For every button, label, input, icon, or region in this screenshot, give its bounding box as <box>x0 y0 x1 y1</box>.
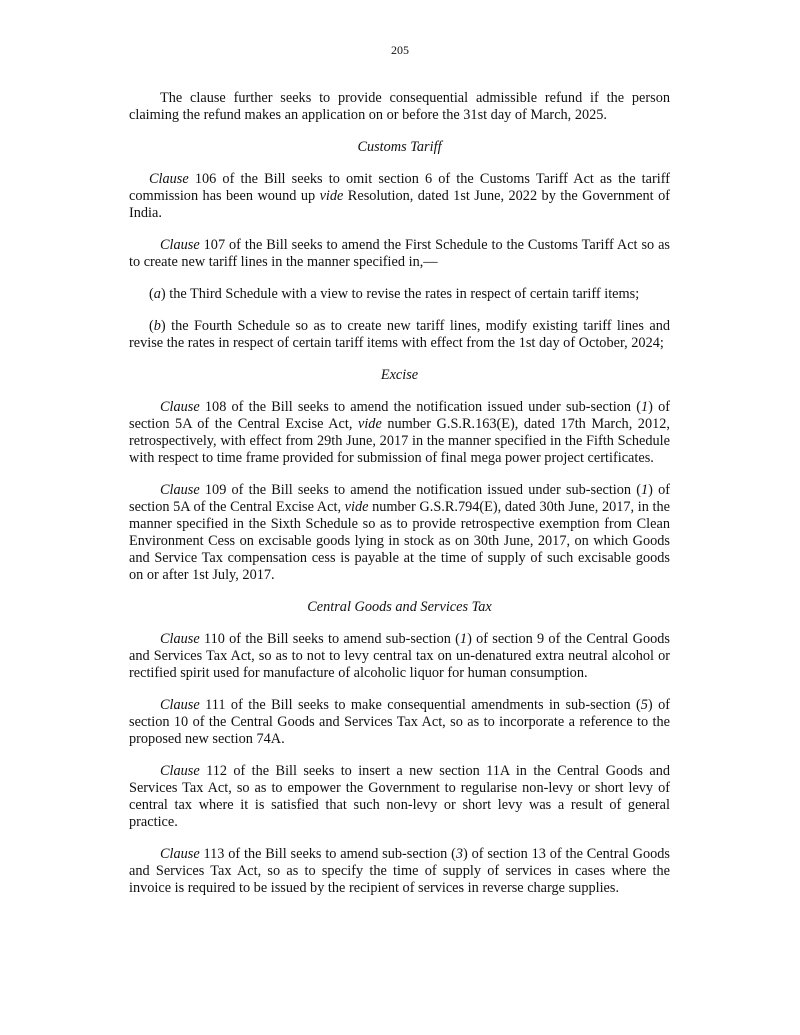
clause-label: Clause <box>160 399 200 415</box>
clause-label: Clause <box>160 631 200 647</box>
clause-112-paragraph: Clause 112 of the Bill seeks to insert a new section 11A in the Central Goods and Services Tax Act, so as to empower the Government to regularise non-levy or short levy of central tax where it is satisfied that such non-levy or short levy was a result of general practice. <box>129 763 670 830</box>
clause-label: Clause <box>160 482 200 498</box>
heading-excise: Excise <box>380 367 419 383</box>
heading-customs-tariff: Customs Tariff <box>357 139 442 155</box>
clause-label: Clause <box>160 237 200 253</box>
clause-label: Clause <box>149 171 189 187</box>
clause-label: Clause <box>160 846 200 862</box>
clause-113-paragraph: Clause 113 of the Bill seeks to amend sub-section (3) of section 13 of the Central Goods and Services Tax Act, so as to specify the time of supply of services in cases where the invoice is required to be issued by the recipient of services in reverse charge supplies. <box>129 846 670 896</box>
item-a-paragraph: (a) the Third Schedule with a view to revise the rates in respect of certain tariff items; <box>149 286 640 302</box>
clause-107-paragraph: Clause 107 of the Bill seeks to amend the First Schedule to the Customs Tariff Act so as to create new tariff lines in the manner specified in,— <box>129 237 670 270</box>
item-b-paragraph: (b) the Fourth Schedule so as to create new tariff lines, modify existing tariff lines and revise the rates in respect of certain tariff items with effect from the 1st day of October, 2024; <box>129 318 670 351</box>
clause-110-paragraph: Clause 110 of the Bill seeks to amend sub-section (1) of section 9 of the Central Goods and Services Tax Act, so as to not to levy central tax on un-denatured extra neutral alcohol or rectified spirit used for manufacture of alcoholic liquor for human consumption. <box>129 631 670 681</box>
clause-106-paragraph: Clause 106 of the Bill seeks to omit section 6 of the Customs Tariff Act as the tariff commission has been wound up vide Resolution, dated 1st June, 2022 by the Government of India. <box>129 171 670 221</box>
clause-111-paragraph: Clause 111 of the Bill seeks to make consequential amendments in sub-section (5) of section 10 of the Central Goods and Services Tax Act, so as to incorporate a reference to the proposed new section 74A. <box>129 697 671 747</box>
clause-label: Clause <box>160 697 200 713</box>
refund-paragraph: The clause further seeks to provide consequential admissible refund if the person claiming the refund makes an application on or before the 31st day of March, 2025. <box>129 90 670 123</box>
document-body <box>129 90 670 897</box>
clause-109-paragraph: Clause 109 of the Bill seeks to amend the notification issued under sub-section (1) of section 5A of the Central Excise Act, vide number G.S.R.794(E), dated 30th June, 2017, in the manner specified in the Sixth Schedule so as to provide retrospective exemption from Clean Environment Cess on excisable goods lying in stock as on 30th June, 2017, on which Goods and Service Tax compensation cess is payable at the time of supply of such excisable goods on or after 1st July, 2017. <box>129 482 671 583</box>
clause-label: Clause <box>160 763 200 779</box>
heading-central-gst: Central Goods and Services Tax <box>307 599 492 615</box>
page-number: 205 <box>391 43 409 57</box>
clause-108-paragraph: Clause 108 of the Bill seeks to amend the notification issued under sub-section (1) of section 5A of the Central Excise Act, vide number G.S.R.163(E), dated 17th March, 2012, retrospectively, with effect from 29th June, 2017 in the manner specified in the Fifth Schedule with respect to time frame provided for submission of final mega power project certificates. <box>129 399 671 466</box>
